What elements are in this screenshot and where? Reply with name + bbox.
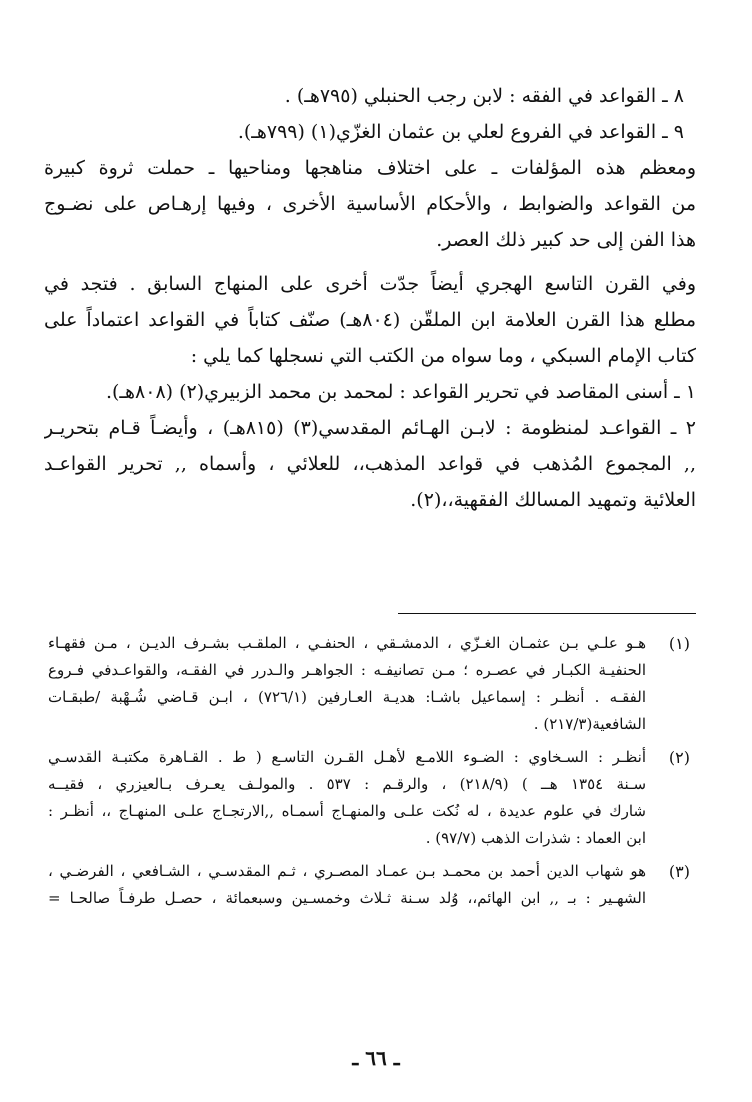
footnote-line: الشافعية(٢١٧/٣) .: [533, 715, 646, 733]
page-number: ـ ٦٦ ـ: [352, 1046, 400, 1070]
footnote-2: [48, 744, 690, 852]
footnote-line: شارك في علوم عديدة ، له نُكت علـى والمنهـاج أسمـاه ,,الارتجـاج علـى المنهـاج ،، أنظـر :: [48, 802, 646, 820]
footnote-3: [48, 858, 690, 912]
footnote-number: (٣): [668, 862, 690, 881]
footnote-line: هو شهاب الدين أحمد بن محمـد بـن عمـاد المصـري ، ثـم المقدسـي ، الشـافعي ، الفرضـي ،: [48, 862, 646, 880]
footnote-number: (٢): [668, 748, 690, 767]
paragraph-line: كتاب الإمام السبكي ، وما سواه من الكتب التي نسجلها كما يلي :: [190, 345, 696, 367]
list-item-9: ٩ ـ القواعد في الفروع لعلي بن عثمان الغزّي(١) (٧٩٩هـ).: [237, 121, 684, 143]
footnote-1: [48, 630, 690, 738]
footnote-line: ابن العماد : شذرات الذهب (٩٧/٧) .: [425, 829, 646, 847]
main-text: [44, 78, 696, 518]
footnote-line: هـو علـي بـن عثمـان الغـزّي ، الدمشـقي ، الحنفـي ، الملقـب بشـرف الديـن ، مـن فقهـاء: [48, 634, 646, 652]
footnotes: [48, 630, 690, 918]
list-item-2: ٢ ـ القواعـد لمنظومة : لابـن الهـائم المقدسي(٣) (٨١٥هـ) ، وأيضـاً قـام بتحريـر: [44, 417, 696, 439]
footnote-line: سـنة ١٣٥٤ هــ ) (٢١٨/٩) ، والرقـم : ٥٣٧ . والمولـف يعـرف بـالعيزري ، فقيــه: [48, 775, 646, 793]
paragraph-line: هذا الفن إلى حد كبير ذلك العصر.: [436, 229, 696, 251]
paragraph-line: من القواعد والضوابط ، والأحكام الأساسية الأخرى ، وفيها إرهـاص على نضـوج: [44, 193, 696, 215]
footnote-line: الحنفيـة الكبـار في عصـره ؛ مـن تصانيفـه : الجواهـر والـدرر في الفقـه، والقواعـدفي فـروع: [48, 661, 646, 679]
list-item-8: ٨ ـ القواعد في الفقه : لابن رجب الحنبلي (٧٩٥هـ) .: [284, 85, 684, 107]
footnote-divider: [398, 613, 696, 614]
list-item-1: ١ ـ أسنى المقاصد في تحرير القواعد : لمحمد بن محمد الزبيري(٢) (٨٠٨هـ).: [105, 381, 696, 403]
paragraph-line: وفي القرن التاسع الهجري أيضاً جدّت أخرى على المنهاج السابق . فتجد في: [44, 273, 696, 295]
footnote-line: الفقـه . أنظـر : إسماعيل باشـا: هديـة العـارفين (٧٢٦/١) ، ابـن قـاضي شُـهْبة /طبقـات: [48, 688, 646, 706]
footnote-line: الشهـير : بـ ,, ابن الهائم،، وُلد سـنة ثـلاث وخمسـين وسبعمائة ، حصـل طرفـاً صالحـا =: [48, 889, 646, 907]
paragraph-line: ,, المجموع المُذهب في قواعد المذهب،، للعلائي ، وأسماه ,, تحرير القواعـد: [44, 453, 696, 475]
footnote-number: (١): [668, 634, 690, 653]
paragraph-line: مطلع هذا القرن العلامة ابن الملقّن (٨٠٤هـ) صنّف كتاباً في القواعد اعتماداً على: [44, 309, 696, 331]
paragraph-line: ومعظم هذه المؤلفات ـ على اختلاف مناهجها ومناحيها ـ حملت ثروة كبيرة: [44, 157, 696, 179]
paragraph-line: العلائية وتمهيد المسالك الفقهية،،(٢).: [410, 489, 696, 511]
footnote-line: أنظـر : السـخاوي : الضـوء اللامـع لأهـل القـرن التاسـع ( ط . القـاهرة مكتبـة القدسـي: [48, 748, 646, 766]
